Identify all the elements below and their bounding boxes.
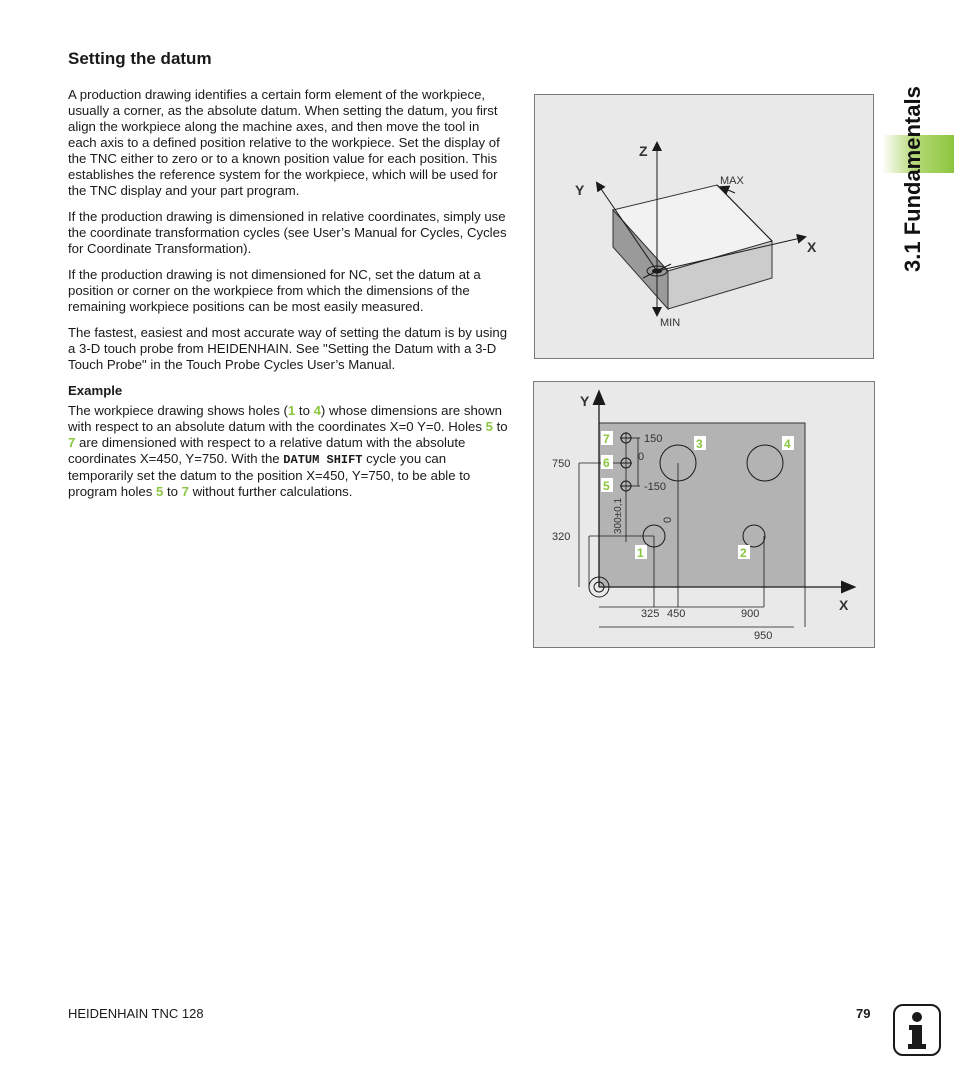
- hole-ref: 7: [181, 484, 189, 499]
- hole-label-2: 2: [740, 546, 747, 560]
- workpiece-3d-drawing: [535, 95, 875, 360]
- paragraph-2: If the production drawing is dimensioned in relative coordinates, simply use the coordinate transformation cycles (see User’s Manual for Cycles, Cycles for Coordinate Transformation).: [68, 209, 507, 256]
- example-heading: Example: [68, 383, 123, 398]
- hole-ref: 5: [485, 419, 493, 434]
- paragraph-4: The fastest, easiest and most accurate way of setting the datum is by using a 3-D touch probe from HEIDENHAIN. See "Setting the Datum with a 3-D Touch Probe" in the Touch Probe Cycles User’s Manual.: [68, 325, 508, 372]
- chapter-title: [898, 52, 928, 272]
- dim-300-tolerance: 300±0,1: [613, 497, 624, 534]
- example-text: to: [295, 403, 314, 418]
- y-axis-label: Y: [575, 182, 585, 198]
- hole-dimension-drawing: [534, 382, 876, 649]
- example-paragraph: [68, 403, 510, 500]
- dim-0-vertical: 0: [662, 516, 674, 523]
- dim-450: 450: [667, 608, 686, 620]
- hole-label-4: 4: [784, 437, 791, 451]
- paragraph-1: A production drawing identifies a certain form element of the workpiece, usually a corner, as the absolute datum. When setting the datum, you first align the workpiece along the machine axes, and then move the tool in each axis to a defined position relative to the workpiece. Set the display of the TNC either to zero or to a known position value for each position. This establishes the reference system for the workpiece, which will be used for the TNC display and your part program.: [68, 87, 500, 198]
- hole-ref: 5: [155, 484, 164, 499]
- dim-minus-150: -150: [644, 481, 667, 493]
- y-axis-label: Y: [580, 393, 590, 409]
- dim-900: 900: [741, 608, 760, 620]
- dim-750: 750: [552, 458, 571, 470]
- workpiece-3d-figure: [534, 94, 874, 359]
- info-glyph: [895, 1006, 939, 1054]
- dim-320: 320: [552, 531, 571, 543]
- dim-0: 0: [638, 451, 645, 463]
- max-label: MAX: [720, 175, 744, 187]
- x-axis-label: X: [839, 597, 849, 613]
- hole-label-7: 7: [603, 432, 610, 446]
- paragraph-3: If the production drawing is not dimensioned for NC, set the datum at a position or corner on the workpiece from which the dimensions of the remaining workpiece positions can be most easily measured.: [68, 267, 481, 314]
- example-text: cycle you can temporarily set the datum to the position X=450, Y=750, to be able to program holes: [68, 451, 471, 499]
- example-text: without further calculations.: [188, 484, 353, 499]
- x-axis-label: X: [807, 239, 817, 255]
- hole-label-1: 1: [637, 546, 644, 560]
- body-text: [68, 87, 510, 510]
- hole-label-3: 3: [696, 437, 703, 451]
- hole-ref: 7: [68, 435, 76, 450]
- chapter-title-text: 3.1 Fundamentals: [900, 86, 925, 272]
- example-text: The workpiece drawing shows holes (: [68, 403, 288, 418]
- dim-950: 950: [754, 630, 773, 642]
- example-text: to: [492, 419, 508, 434]
- info-icon[interactable]: [893, 1004, 941, 1056]
- min-label: MIN: [660, 317, 681, 329]
- z-axis-label: Z: [639, 143, 648, 159]
- example-text: are dimensioned with respect to a relative datum with the absolute coordinates X=450, Y=750. With the: [68, 435, 466, 466]
- dim-325: 325: [641, 608, 660, 620]
- hole-ref: 4: [313, 403, 321, 418]
- example-text: to: [163, 484, 182, 499]
- page-number: 79: [856, 1006, 871, 1021]
- dim-150: 150: [644, 433, 663, 445]
- footer-product: HEIDENHAIN TNC 128: [68, 1006, 204, 1021]
- example-text: ) whose dimensions are shown with respect to an absolute datum with the coordinates X=0 Y=0. Holes: [68, 403, 502, 434]
- hole-drawing-figure: [533, 381, 875, 648]
- hole-label-5: 5: [603, 479, 610, 493]
- hole-ref: 1: [287, 403, 296, 418]
- hole-label-6: 6: [603, 456, 610, 470]
- section-heading: Setting the datum: [68, 49, 212, 68]
- cycle-name: DATUM SHIFT: [283, 453, 363, 467]
